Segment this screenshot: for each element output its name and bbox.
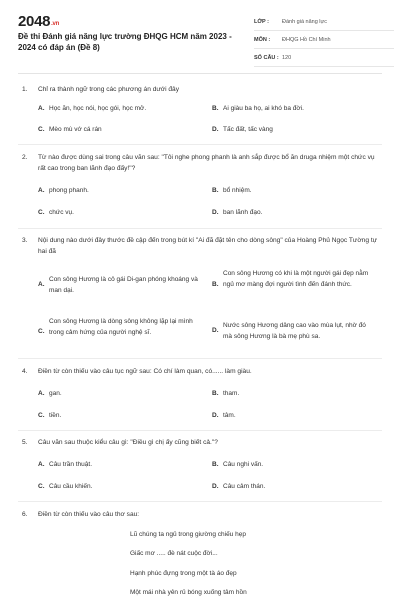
question-stem: Câu văn sau thuộc kiểu câu gì: "Điều gì chị ấy cũng biết cả."? [38,439,218,446]
meta-value: 120 [282,54,292,61]
meta-value: Đánh giá năng lực [282,18,327,25]
question-number: 2. [22,154,28,161]
option-text: phong phanh. [49,187,89,194]
poem-line: Hạnh phúc đựng trong một tà áo đẹp [130,570,237,577]
question-number: 1. [22,86,28,93]
option-text: Con sông Hương có khi là một người gái đẹp nằm ngủ mơ màng đợi người tình đến đánh thức. [223,270,369,288]
meta-key: SỐ CÂU : [254,54,279,61]
option-d[interactable] [212,321,378,343]
question-stem: Nội dung nào dưới đây thước đề cập đến trong bút kí "Ai đã đặt tên cho dòng sông" của Hoàng Phủ Ngọc Tường tự hai đã [38,237,378,255]
question-divider [18,144,382,145]
option-letter: B. [212,105,219,112]
question-divider [18,501,382,502]
question-stem: Điền từ còn thiếu vào câu tục ngữ sau: Có chí làm quan, có...... làm giàu. [38,368,252,375]
question-stem: Điền từ còn thiếu vào câu thơ sau: [38,511,140,518]
poem-line: Giấc mơ ..... đè nát cuộc đời... [130,550,218,557]
option-letter: A. [38,281,45,288]
meta-key: LỚP : [254,18,269,25]
option-letter: A. [38,390,45,397]
option-letter: C. [38,483,45,490]
option-letter: B. [212,461,219,468]
option-letter: A. [38,105,45,112]
option-b[interactable] [212,269,378,302]
option-text: tâm. [223,412,236,419]
option-letter: C. [38,412,45,419]
option-text: Câu trần thuật. [49,461,92,468]
logo-tld: .vn [51,21,59,27]
meta-value: ĐHQG Hồ Chí Minh [282,36,331,43]
exam-meta [254,13,394,67]
question-divider [18,430,382,431]
option-letter: D. [212,412,219,419]
option-text: tiền. [49,412,62,419]
option-text: tham. [223,390,240,397]
document-header [18,13,386,65]
option-letter: A. [38,461,45,468]
option-text: gan. [49,390,62,397]
question-number: 5. [22,439,28,446]
option-c[interactable] [38,317,203,350]
poem-line: Một mái nhà yên rủ bóng xuống tâm hồn [130,589,247,596]
option-letter: C. [38,328,45,335]
option-text: Ai giàu ba họ, ai khó ba đời. [223,105,304,112]
option-letter: B. [212,187,219,194]
header-divider [18,73,382,74]
option-text: Tấc đất, tấc vàng [223,126,273,133]
meta-row-subject [254,31,394,49]
option-letter: A. [38,187,45,194]
option-text: Câu nghi vấn. [223,461,264,468]
option-text: ban lãnh đạo. [223,209,263,216]
document-title: Đề thi Đánh giá năng lực trường ĐHQG HCM năm 2023 - 2024 có đáp án (Đề 8) [18,32,232,52]
option-text: Con sông Hương là cô gái Di-gan phóng khoáng và man dại. [49,276,198,294]
option-text: chức vụ. [49,209,74,216]
option-letter: D. [212,209,219,216]
logo-text: 2048 [18,13,51,30]
option-letter: B. [212,281,219,288]
site-logo[interactable] [18,13,59,30]
option-text: Nước sông Hương dâng cao vào mùa lụt, nhờ đó mà sông Hương là bà mẹ phù sa. [223,322,366,340]
meta-key: MÔN : [254,36,271,43]
meta-row-class [254,13,394,31]
option-letter: C. [38,209,45,216]
option-text: Câu cầu khiến. [49,483,93,490]
option-letter: D. [212,483,219,490]
question-stem: Từ nào được dùng sai trong câu văn sau: "Tôi nghe phong phanh là anh sắp được bổ ăn druga nhiệm một chức vụ rất cao trong ban lãnh đạo đấy!"? [38,154,375,172]
option-text: Câu cảm thán. [223,483,266,490]
option-a[interactable] [38,275,203,297]
option-text: Mèo mù vớ cá rán [49,126,102,133]
question-number: 3. [22,237,28,244]
question-number: 6. [22,511,28,518]
question-number: 4. [22,368,28,375]
option-letter: B. [212,390,219,397]
question-stem: Chỉ ra thành ngữ trong các phương án dưới đây [38,86,180,93]
option-letter: D. [212,126,219,133]
poem-line: Lũ chúng ta ngủ trong giường chiếu hẹp [130,531,246,538]
question-divider [18,358,382,359]
question-divider [18,228,382,229]
meta-row-count [254,49,394,67]
option-letter: D. [212,327,219,334]
option-text: Học ăn, học nói, học gói, học mở. [49,105,147,112]
option-text: bổ nhiệm. [223,187,252,194]
option-text: Con sông Hương là dòng sông không lặp lại mình trong cảm hứng của người nghệ sĩ. [49,318,193,336]
option-letter: C. [38,126,45,133]
